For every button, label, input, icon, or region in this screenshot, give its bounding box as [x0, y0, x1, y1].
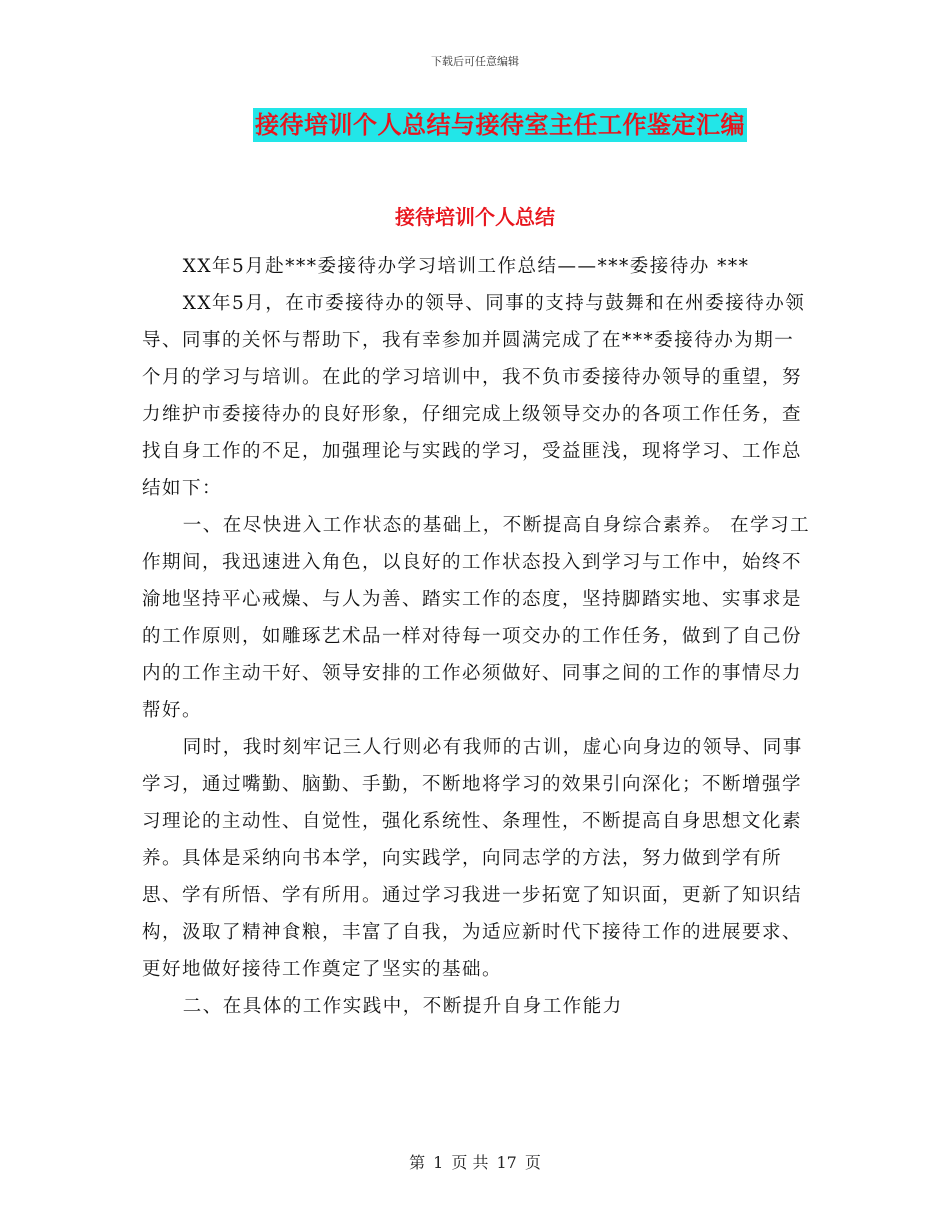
footer-suffix: 页 [524, 1153, 541, 1172]
footer-middle: 页 共 [451, 1153, 489, 1172]
document-title-wrap [0, 108, 950, 142]
paragraph-5: 二、在具体的工作实践中，不断提升自身工作能力 [182, 996, 623, 1017]
paragraph-2: XX年5月，在市委接待办的领导、同事的支持与鼓舞和在州委接待办领导、同事的关怀与帮助下，我有幸参加并圆满完成了在***委接待办为期一个月的学习与培训。在此的学习培训中，我不负市委接待办领导的重望，努力维护市委接待办的良好形象，仔细完成上级领导交办的各项工作任务，查找自身工作的不足，加强理论与实践的学习，受益匪浅，现将学习、工作总结如下： [142, 293, 806, 499]
section-title: 接待培训个人总结 [395, 205, 555, 229]
footer-total-pages: 17 [496, 1153, 517, 1172]
paragraph-1: XX年5月赴***委接待办学习培训工作总结——***委接待办 *** [182, 256, 750, 277]
footer-prefix: 第 [409, 1153, 426, 1172]
header-note: 下载后可任意编辑 [431, 55, 519, 68]
document-body [142, 248, 812, 1025]
document-title: 接待培训个人总结与接待室主任工作鉴定汇编 [253, 108, 747, 142]
footer-page-number: 1 [433, 1153, 444, 1172]
page-footer [0, 1150, 950, 1173]
paragraph-4: 同时，我时刻牢记三人行则必有我师的古训，虚心向身边的领导、同事学习，通过嘴勤、脑勤、手勤，不断地将学习的效果引向深化；不断增强学习理论的主动性、自觉性，强化系统性、条理性，不断提高自身思想文化素养。具体是采纳向书本学，向实践学，向同志学的方法，努力做到学有所思、学有所悟、学有所用。通过学习我进一步拓宽了知识面，更新了知识结构，汲取了精神食粮，丰富了自我，为适应新时代下接待工作的进展要求、更好地做好接待工作奠定了坚实的基础。 [142, 737, 803, 980]
paragraph-3: 一、在尽快进入工作状态的基础上，不断提高自身综合素养。 在学习工作期间，我迅速进入角色，以良好的工作状态投入到学习与工作中，始终不渝地坚持平心戒燥、与人为善、踏实工作的态度，坚持脚踏实地、实事求是的工作原则，如雕琢艺术品一样对待每一项交办的工作任务，做到了自己份内的工作主动干好、领导安排的工作必须做好、同事之间的工作的事情尽力帮好。 [142, 515, 811, 721]
